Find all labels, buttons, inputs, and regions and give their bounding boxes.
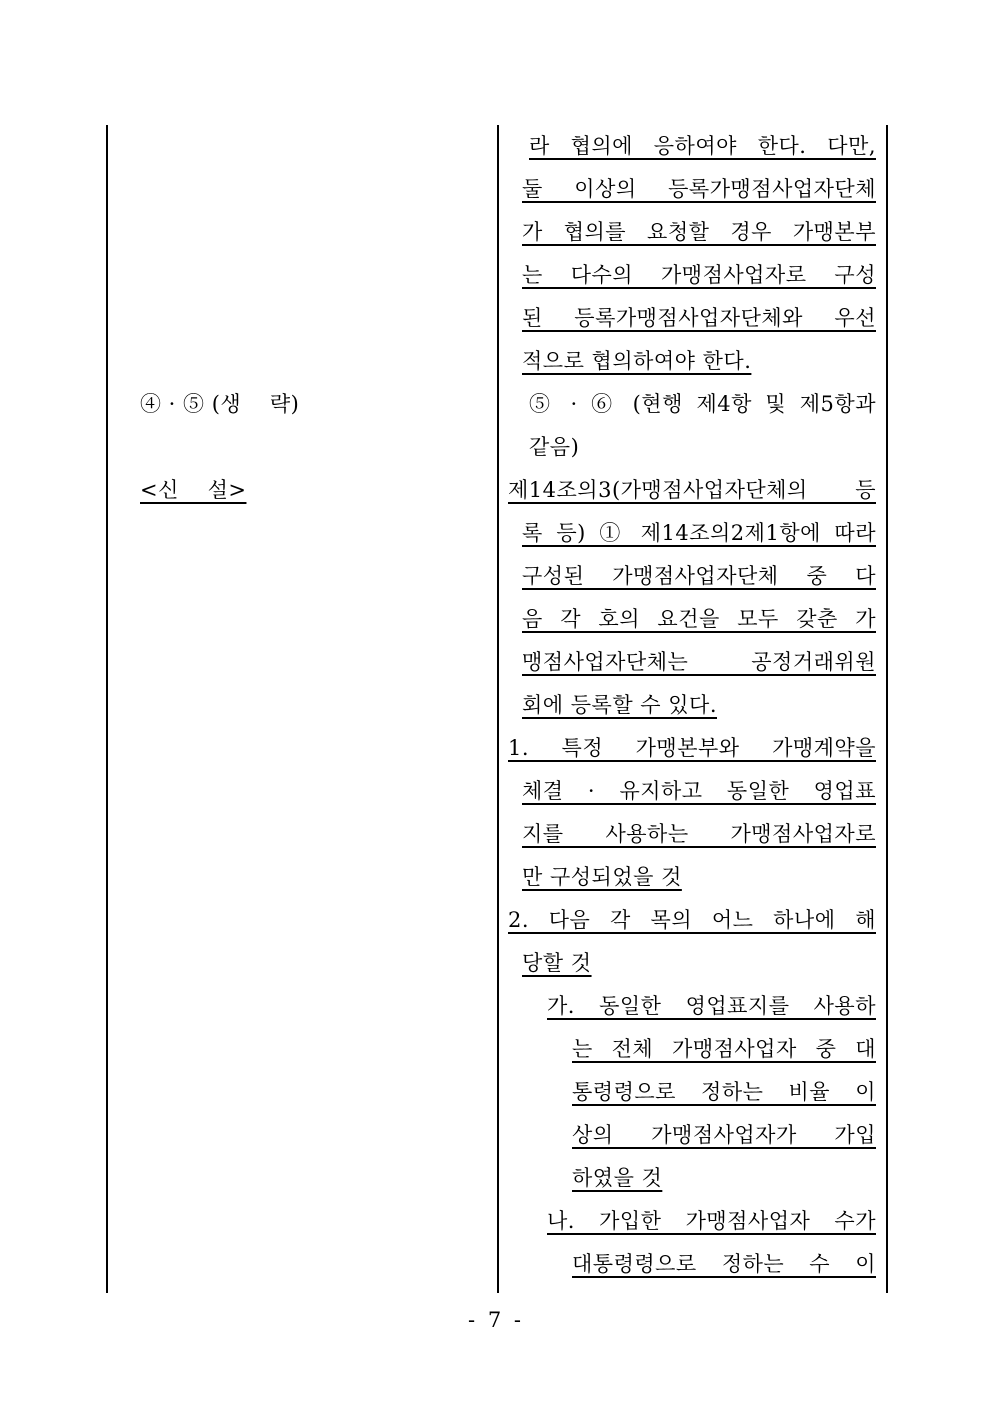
line-text: <신 설>: [140, 478, 247, 502]
amendment-line-4: [499, 254, 886, 297]
current-law-item-1: [108, 383, 299, 426]
amendment-line-12: [499, 598, 886, 641]
amendment-line-9: [499, 469, 886, 512]
line-text: 상의 가맹점사업자가 가입: [572, 1123, 876, 1147]
amendment-line-11: [499, 555, 886, 598]
law-comparison-table: [106, 125, 888, 1293]
amendment-line-27: [499, 1243, 886, 1286]
line-text: ⑤ · ⑥ (현행 제4항 및 제5항과: [529, 392, 876, 416]
amendment-line-8: [499, 426, 886, 469]
amendment-line-6: [499, 340, 886, 383]
amendment-line-24: [499, 1114, 886, 1157]
line-text: ④ · ⑤ (생 략): [140, 392, 300, 416]
amendment-line-5: [499, 297, 886, 340]
amendment-line-16: [499, 770, 886, 813]
line-text: 체결 · 유지하고 동일한 영업표: [522, 779, 876, 803]
line-text: 제14조의3(가맹점사업자단체의 등: [508, 478, 876, 502]
line-text: 지를 사용하는 가맹점사업자로: [522, 822, 876, 846]
right-column: [499, 125, 888, 1293]
line-text: 록 등) ① 제14조의2제1항에 따라: [522, 521, 876, 545]
amendment-line-26: [499, 1200, 886, 1243]
line-text: 1. 특정 가맹본부와 가맹계약을: [508, 736, 876, 760]
line-text: 회에 등록할 수 있다.: [522, 693, 717, 717]
amendment-line-21: [499, 985, 886, 1028]
line-text: 맹점사업자단체는 공정거래위원: [522, 650, 876, 674]
line-text: 라 협의에 응하여야 한다. 다만,: [529, 134, 876, 158]
amendment-line-10: [499, 512, 886, 555]
line-text: 같음): [529, 435, 580, 459]
line-text: 하였을 것: [572, 1166, 663, 1190]
line-text: 적으로 협의하여야 한다.: [522, 349, 752, 373]
amendment-line-19: [499, 899, 886, 942]
amendment-line-13: [499, 641, 886, 684]
left-column: [106, 125, 499, 1293]
amendment-line-22: [499, 1028, 886, 1071]
amendment-line-23: [499, 1071, 886, 1114]
line-text: 대통령령으로 정하는 수 이: [572, 1252, 876, 1276]
amendment-line-18: [499, 856, 886, 899]
amendment-line-14: [499, 684, 886, 727]
amendment-line-17: [499, 813, 886, 856]
amendment-line-3: [499, 211, 886, 254]
line-text: 2. 다음 각 목의 어느 하나에 해: [508, 908, 876, 932]
amendment-line-15: [499, 727, 886, 770]
line-text: 나. 가입한 가맹점사업자 수가: [547, 1209, 876, 1233]
line-text: 만 구성되었을 것: [522, 865, 682, 889]
amendment-line-7: [499, 383, 886, 426]
amendment-line-2: [499, 168, 886, 211]
line-text: 음 각 호의 요건을 모두 갖춘 가: [522, 607, 876, 631]
line-text: 는 다수의 가맹점사업자로 구성: [522, 263, 876, 287]
page-number: - 7 -: [468, 1308, 524, 1332]
line-text: 는 전체 가맹점사업자 중 대: [572, 1037, 876, 1061]
line-text: 된 등록가맹점사업자단체와 우선: [522, 306, 876, 330]
current-law-item-2: [108, 469, 246, 512]
line-text: 통령령으로 정하는 비율 이: [572, 1080, 876, 1104]
line-text: 가. 동일한 영업표지를 사용하: [547, 994, 876, 1018]
line-text: 당할 것: [522, 951, 592, 975]
amendment-line-20: [499, 942, 886, 985]
amendment-line-25: [499, 1157, 886, 1200]
line-text: 구성된 가맹점사업자단체 중 다: [522, 564, 876, 588]
line-text: 둘 이상의 등록가맹점사업자단체: [522, 177, 876, 201]
amendment-line-1: [499, 125, 886, 168]
line-text: 가 협의를 요청할 경우 가맹본부: [522, 220, 876, 244]
